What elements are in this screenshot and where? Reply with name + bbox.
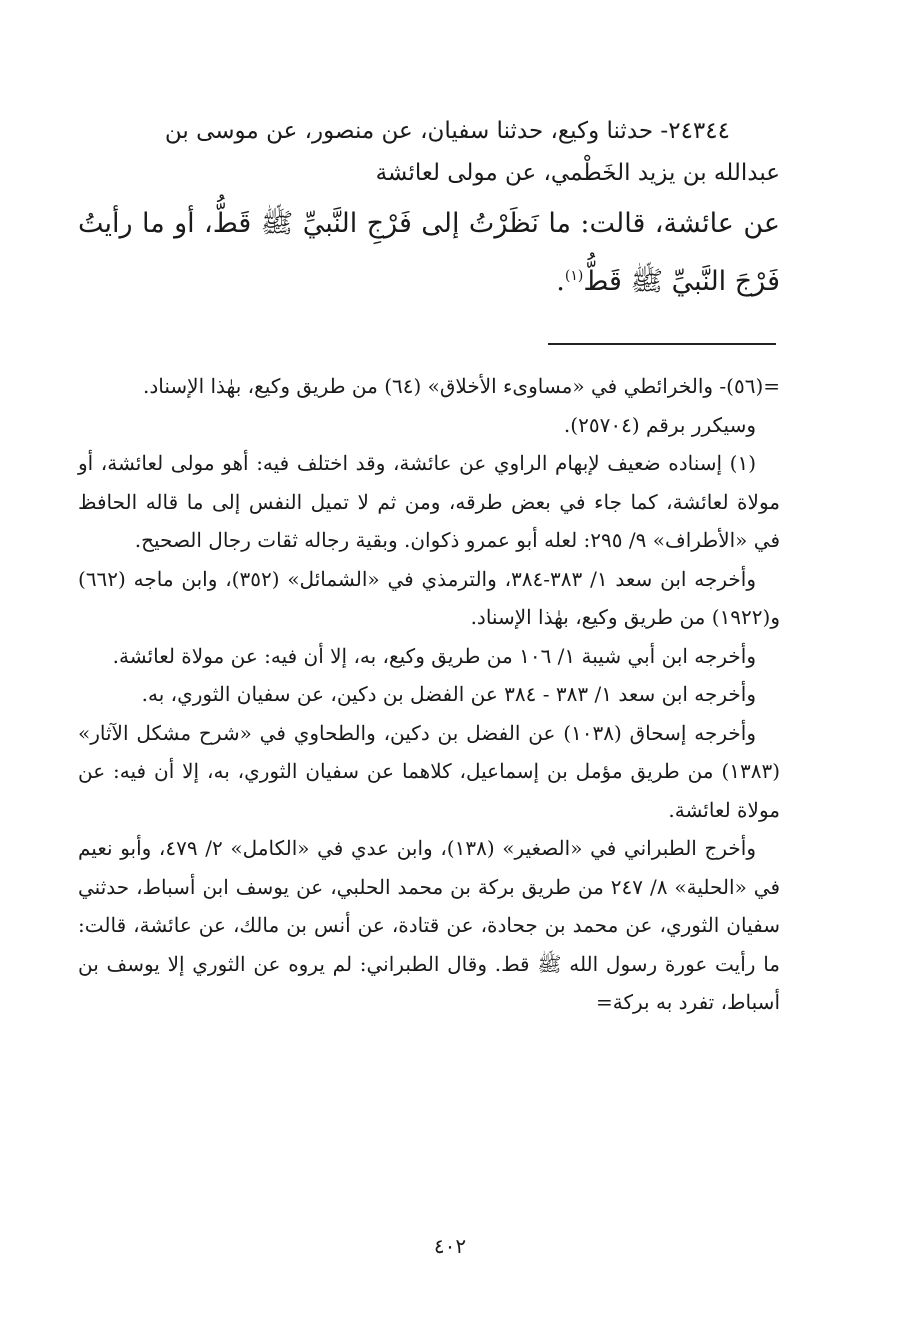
note-takhrij-4: وأخرجه إسحاق (١٠٣٨) عن الفضل بن دكين، والطحاوي في «شرح مشكل الآثار» (١٣٨٣) من طريق مؤمل بن إسماعيل، كلاهما عن سفيان الثوري، به، إلا أن فيه: عن مولاة لعائشة. (78, 720, 780, 822)
isnad-line-2: عبدالله بن يزيد الخَطْمي، عن مولى لعائشة (375, 160, 780, 186)
page-number: ٤٠٢ (433, 1234, 467, 1258)
note-takhrij-2: وأخرجه ابن أبي شيبة ١/ ١٠٦ من طريق وكيع، به، إلا أن فيه: عن مولاة لعائشة. (112, 643, 756, 668)
note-1: (١) إسناده ضعيف لإبهام الراوي عن عائشة، وقد اختلف فيه: أهو مولى لعائشة، أو مولاة لعائشة، كما جاء في بعض طرقه، ومن ثم لا تميل النفس إلى ما قاله الحافظ في «الأطراف» ٩/ ٢٩٥: لعله أبو عمرو ذكوان. وبقية رجاله ثقات رجال الصحيح. (78, 451, 780, 552)
hadith-isnad (78, 110, 780, 194)
hadith-matn (78, 198, 780, 308)
footnotes (78, 367, 780, 1022)
isnad-line-1: ٢٤٣٤٤- حدثنا وكيع، حدثنا سفيان، عن منصور، عن موسى بن (164, 118, 730, 144)
footnote-separator (548, 343, 776, 345)
matn-paragraph (78, 198, 780, 308)
main-text-block (78, 110, 780, 308)
note-repeat: وسيكرر برقم (٢٥٧٠٤). (563, 412, 756, 437)
note-takhrij-5: وأخرج الطبراني في «الصغير» (١٣٨)، وابن عدي في «الكامل» ٢/ ٤٧٩، وأبو نعيم في «الحلية» ٨/ ٢٤٧ من طريق بركة بن محمد الحلبي، عن يوسف ابن أسباط، حدثني سفيان الثوري، عن محمد بن جحادة، عن قتادة، عن أنس بن مالك، عن عائشة، قالت: ما رأيت عورة رسول الله ﷺ قط. وقال الطبراني: لم يروه عن الثوري إلا يوسف بن أسباط، تفرد به بركة= (78, 836, 780, 1014)
note-takhrij-3: وأخرجه ابن سعد ١/ ٣٨٣ - ٣٨٤ عن الفضل بن دكين، عن سفيان الثوري، به. (141, 682, 756, 706)
note-continuation: =(٥٦)- والخرائطي في «مساوىء الأخلاق» (٦٤) من طريق وكيع، بهٰذا الإسناد. (143, 374, 780, 398)
footnote-marker: (١) (564, 268, 584, 284)
matn-end: . (556, 266, 565, 297)
note-takhrij-1: وأخرجه ابن سعد ١/ ٣٨٣-٣٨٤، والترمذي في «الشمائل» (٣٥٢)، وابن ماجه (٦٦٢) و(١٩٢٢) من طريق وكيع، بهٰذا الإسناد. (78, 566, 780, 629)
matn-text: عن عائشة، قالت: ما نَظَرْتُ إلى فَرْجِ النَّبيِّ ﷺ قَطُّ، أو ما رأيتُ فَرْجَ النَّبيِّ ﷺ قَطُّ (78, 208, 780, 297)
